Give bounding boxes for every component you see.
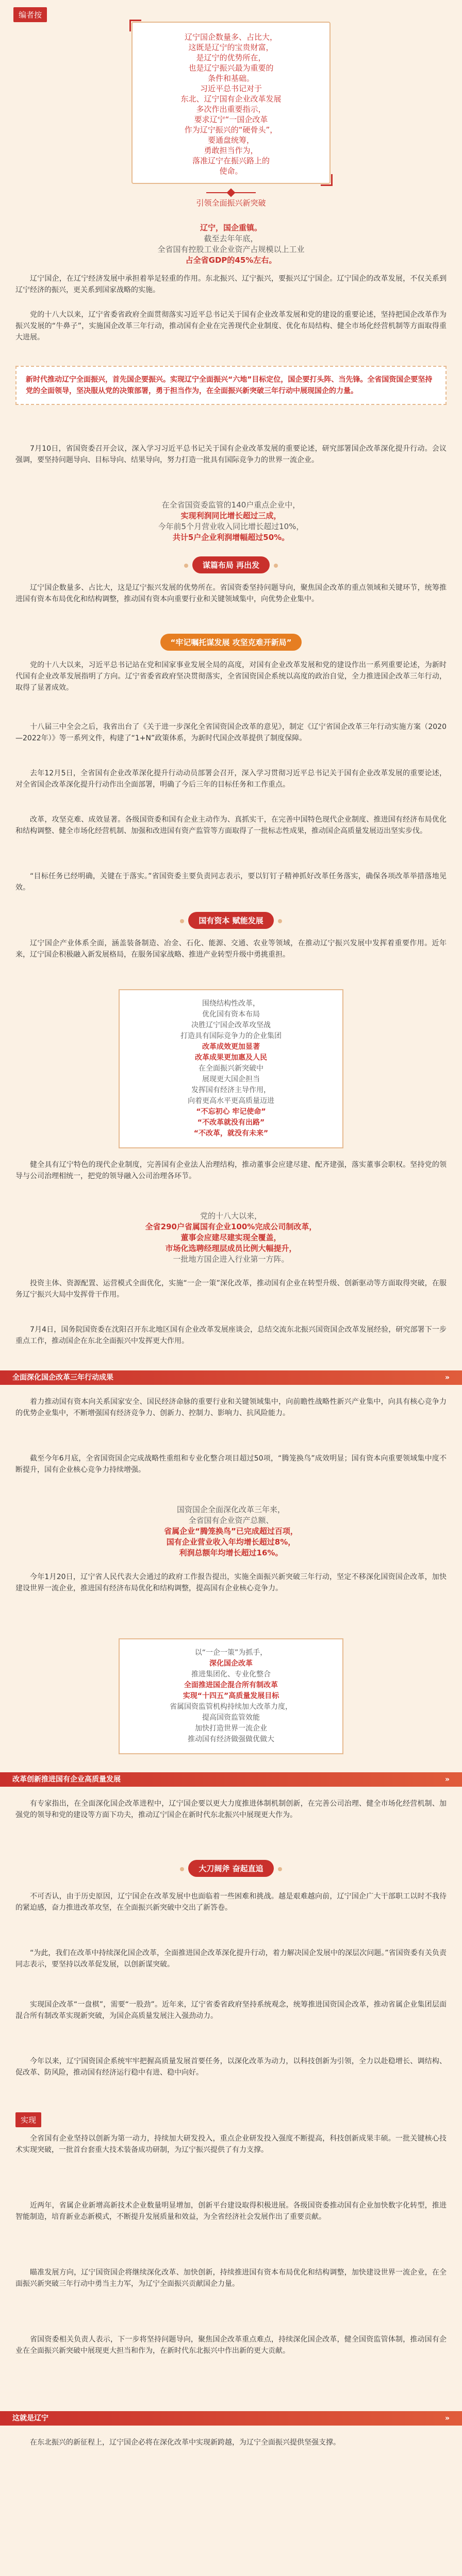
red-bar-2: [0, 1772, 462, 1787]
quote-block-4: [0, 1504, 462, 1558]
section-banner-2: [0, 912, 462, 929]
box-line: “不改革就没有出路”: [197, 1118, 265, 1127]
divider-ornament: [206, 190, 256, 196]
box-line: 提高国资监管效能: [202, 1714, 260, 1722]
box-line: 打造具有国际竞争力的企业集团: [180, 1032, 282, 1040]
box-line: 全面推进国企混合所有制改革: [184, 1681, 278, 1689]
chevron-right-icon: »: [444, 1775, 450, 1784]
intro-line: 是辽宁的优势所在，: [196, 53, 266, 62]
section-banner-3: [0, 1860, 462, 1877]
paragraph: 不可否认，由于历史原因，辽宁国企在改革发展中也面临着一些困难和挑战。越是艰难越向前，辽宁国企广大干部职工以时不我待的紧迫感，奋力推进改革攻坚，在全面振兴新突破中交出了新答卷。: [15, 1892, 447, 1912]
paragraph: 7月4日，国务院国资委在沈阳召开东北地区国有企业改革发展座谈会，总结交流东北振兴国资国企改革发展经验，研究部署下一步重点工作，推动国企在东北全面振兴中发挥更大作用。: [15, 1326, 447, 1345]
paragraph: 实现国企改革“一盘棋”，需要“一股劲”。近年来，辽宁省委省政府坚持系统观念，统筹推进国资国企改革，推动省属企业集团层面混合所有制改革实现新突破，为国企高质量发展注入强劲动力。: [15, 2001, 447, 2020]
paragraph: 党的十八大以来，辽宁省委省政府全面贯彻落实习近平总书记关于国有企业改革发展和党的建设的重要论述，坚持把国企改革作为振兴发展的“牛鼻子”，实施国企改革三年行动，推动国有企业在完善现代企业制度、优化布局结构、健全市场化经营机制等方面取得重大进展。: [15, 311, 447, 342]
quote-line: 国有企业营业收入年均增长超过8%，: [166, 1537, 296, 1547]
intro-line: 条件和基础。: [207, 74, 254, 83]
box-line: 实现“十四五”高质量发展目标: [183, 1692, 279, 1700]
intro-line: 落准辽宁在振兴路上的: [192, 156, 270, 165]
intro-line: 也是辽宁振兴最为重要的: [188, 63, 274, 73]
red-bar-3: [0, 2411, 462, 2426]
summary-box-1: [119, 989, 343, 1148]
intro-line: 习近平总书记对于: [200, 84, 262, 93]
quote-line: 市场化选聘经理层成员比例大幅提升，: [165, 1244, 297, 1253]
box-line: 以“一企一策”为抓手，: [194, 1649, 268, 1657]
intro-line: 使命。: [219, 166, 243, 176]
paragraph: 今年以来，辽宁国资国企系统牢牢把握高质量发展首要任务，以深化改革为动力，以科技创新为引领，全力以赴稳增长、调结构、促改革、防风险，推动国有经济运行稳中有进、稳中向好。: [15, 2057, 447, 2077]
quote-line: 辽宁，国企重镇。: [200, 223, 262, 232]
quote-line: 董事会应建尽建实现全覆盖，: [180, 1233, 282, 1242]
section-banner-1: [0, 556, 462, 573]
section-title: 国有资本 赋能发展: [188, 912, 273, 929]
paragraph: 投资主体、资源配置、运营模式全面优化，实施“一企一策”深化改革，推动国有企业在转型升级、创新驱动等方面取得突破，在服务辽宁振兴大局中发挥骨干作用。: [15, 1279, 447, 1299]
subsection-tag: 实现: [15, 2112, 41, 2127]
paragraph: “目标任务已经明确，关键在于落实。”省国资委主要负责同志表示，要以钉钉子精神抓好改革任务落实，确保各项改革举措落地见效。: [15, 872, 447, 892]
section-title: 大刀阔斧 奋起直追: [188, 1860, 273, 1877]
box-line: 向着更高水平更高质量迈进: [188, 1097, 274, 1105]
paragraph: 健全具有辽宁特色的现代企业制度，完善国有企业法人治理结构，推动董事会应建尽建、配齐建强，落实董事会职权。坚持党的领导与公司治理相统一，把党的领导融入公司治理各环节。: [15, 1161, 447, 1180]
editor-note-tag: 编者按: [13, 7, 47, 22]
paragraph: 去年12月5日，全省国有企业改革深化提升行动动员部署会召开，深入学习贯彻习近平总书记关于国有企业改革发展的重要论述，对全省国企改革深化提升行动作出全面部署，明确了今后三年的目标任务和工作重点。: [15, 769, 447, 789]
paragraph: 辽宁国企数量多、占比大，这是辽宁振兴发展的优势所在。省国资委坚持问题导向，聚焦国企改革的重点领域和关键环节，统筹推进国有资本布局优化和结构调整，推动国有资本向重要行业和关键领域集中，向优势企业集中。: [15, 584, 447, 603]
paragraph: 全省国有企业坚持以创新为第一动力，持续加大研发投入，重点企业研发投入强度不断提高，科技创新成果丰硕。一批关键核心技术实现突破，一批首台套重大技术装备成功研制，为辽宁振兴提供了有力支撑。: [15, 2134, 447, 2154]
summary-box-2: [119, 1638, 343, 1754]
bar-title: 全面深化国企改革三年行动成果: [12, 1374, 113, 1382]
quote-line: 共计5户企业利润增幅超过50%。: [172, 533, 290, 542]
quote-line: 省属企业“腾笼换鸟”已完成超过百项，: [164, 1527, 298, 1536]
intro-line: 东北、辽宁国有企业改革发展: [180, 94, 282, 104]
quote-line: 实现利润同比增长超过三成，: [180, 511, 282, 520]
intro-extra-text: 引领全面振兴新突破: [196, 198, 266, 208]
quote-line: 国资国企全面深化改革三年来，: [176, 1505, 285, 1514]
quote-line: 利润总额年均增长超过16%。: [179, 1548, 283, 1557]
intro-line: 辽宁国企数量多、占比大，: [184, 32, 277, 42]
box-line: 加快打造世界一流企业: [195, 1724, 267, 1733]
quote-line: 全省国有企业资产总额、: [188, 1516, 274, 1525]
box-line: 发挥国有经济主导作用，: [191, 1086, 271, 1094]
quote-line: 占全省GDP的45%左右。: [185, 256, 277, 265]
paragraph: 7月10日，省国资委召开会议，深入学习习近平总书记关于国有企业改革发展的重要论述，研究部署国企改革深化提升行动。会议强调，要坚持问题导向、目标导向、结果导向，努力打造一批具有国际竞争力的世界一流企业。: [15, 445, 447, 464]
subsection-banner: [0, 634, 462, 651]
paragraph: 改革，攻坚克难、成效显著。各级国资委和国有企业主动作为、真抓实干，在完善中国特色现代企业制度、推进国有经济布局优化和结构调整、健全市场化经营机制、加强和改进国有资产监管等方面取得了一批标志性成果，推动国企高质量发展迈出坚实步伐。: [15, 816, 447, 835]
intro-extra: [0, 198, 462, 209]
paragraph: 党的十八大以来，习近平总书记站在党和国家事业发展全局的高度，对国有企业改革发展和党的建设作出一系列重要论述，为新时代国有企业改革发展指明了方向。辽宁省委省政府坚决贯彻落实，全省国资国企系统以高度的政治自觉，全力推进国企改革三年行动，取得了显著成效。: [15, 661, 447, 692]
quote-block-1: [0, 223, 462, 266]
intro-line: 要通盘统筹，: [207, 135, 254, 145]
box-line: 推动国有经济做强做优做大: [188, 1735, 274, 1743]
highlight-box: 新时代推动辽宁全面振兴，首先国企要振兴。实现辽宁全面振兴“六地”目标定位，国企要打头阵、当先锋。全省国资国企要坚持党的全面领导，坚决服从党的决策部署，勇于担当作为，在全面振兴新突破三年行动中展现国企的力量。: [15, 366, 447, 405]
paragraph: 辽宁国企，在辽宁经济发展中承担着举足轻重的作用。东北振兴、辽宁振兴，要振兴辽宁国企。辽宁国企的改革发展，不仅关系到辽宁经济的振兴，更关系到国家战略的实施。: [15, 275, 447, 294]
paragraph: “为此，我们在改革中持续深化国企改革，全面推进国企改革深化提升行动，着力解决国企发展中的深层次问题。”省国资委有关负责同志表示，要坚持以改革促发展，以创新谋突破。: [15, 1949, 447, 1969]
quote-line: 在全省国资委监管的140户重点企业中，: [161, 500, 301, 510]
box-line: “不忘初心 牢记使命”: [196, 1108, 266, 1116]
box-line: 展现更大国企担当: [202, 1075, 260, 1083]
quote-line: 全省290户省属国有企业100%完成公司制改革，: [145, 1222, 317, 1231]
box-line: 深化国企改革: [209, 1659, 253, 1668]
quote-line: 党的十八大以来，: [200, 1211, 262, 1221]
bar-title: 改革创新推进国有企业高质量发展: [12, 1775, 121, 1784]
chevron-right-icon: »: [444, 2414, 450, 2422]
bar-title: 这就是辽宁: [12, 2414, 48, 2422]
box-line: 改革成果更加惠及人民: [195, 1054, 267, 1062]
paragraph: 截至今年6月底，全省国资国企完成战略性重组和专业化整合项目超过50项，“腾笼换鸟”成效明显；国有资本向重要领域集中度不断提升，国有企业核心竞争力持续增强。: [15, 1454, 447, 1474]
quote-line: 截至去年年底，: [204, 234, 258, 243]
intro-line: 多次作出重要指示，: [196, 105, 266, 114]
box-line: “不改革，就没有未来”: [193, 1129, 269, 1138]
quote-line: 一批地方国企进入行业第一方阵。: [173, 1255, 289, 1264]
paragraph: 辽宁国企产业体系全面，涵盖装备制造、冶金、石化、能源、交通、农业等领域，在推动辽宁振兴发展中发挥着重要作用。近年来，辽宁国企积极融入新发展格局，在服务国家战略、推进产业转型升级中勇挑重担。: [15, 939, 447, 959]
quote-block-2: [0, 500, 462, 543]
box-line: 推进集团化、专业化整合: [191, 1670, 271, 1679]
paragraph: 有专家指出，在全面深化国企改革进程中，辽宁国企要以更大力度推进体制机制创新，在完善公司治理、健全市场化经营机制、加强党的领导和党的建设等方面下功夫，推动辽宁国企在新时代东北振兴中展现更大作为。: [15, 1800, 447, 1819]
intro-line: 这既是辽宁的宝贵财富，: [188, 43, 274, 52]
quote-block-3: [0, 1211, 462, 1265]
paragraph: 十八届三中全会之后，我省出台了《关于进一步深化全省国资国企改革的意见》，制定《辽宁省国企改革三年行动实施方案（2020—2022年）》等一系列文件，构建了“1+N”政策体系，为新时代国企改革提供了制度保障。: [15, 723, 447, 742]
box-line: 优化国有资本布局: [202, 1010, 260, 1019]
paragraph: 近两年，省属企业新增高新技术企业数量明显增加，创新平台建设取得积极进展。各级国资委推动国有企业加快数字化转型，推进智能制造，培育新业态新模式，不断提升发展质量和效益，为全省经济社会发展作出了重要贡献。: [15, 2201, 447, 2221]
paragraph: 今年1月20日，辽宁省人民代表大会通过的政府工作报告提出，实施全面振兴新突破三年行动，坚定不移深化国资国企改革，加快建设世界一流企业，推进国有经济布局优化和结构调整，提高国有企业核心竞争力。: [15, 1573, 447, 1592]
box-line: 改革成效更加显著: [202, 1043, 260, 1051]
quote-line: 全省国有控股工业企业资产占规模以上工业: [157, 245, 305, 254]
red-bar-1: [0, 1370, 462, 1385]
box-line: 在全面振兴新突破中: [199, 1064, 263, 1073]
box-line: 决胜辽宁国企改革攻坚战: [191, 1021, 271, 1029]
chevron-right-icon: »: [444, 1374, 450, 1382]
subsection-title: “牢记嘱托谋发展 攻坚克难开新局”: [160, 634, 302, 651]
box-line: 省属国资监管机构持续加大改革力度，: [170, 1703, 292, 1711]
quote-line: 今年前5个月营业收入同比增长超过10%，: [158, 522, 304, 531]
paragraph: 着力推动国有资本向关系国家安全、国民经济命脉的重要行业和关键领域集中，向前瞻性战略性新兴产业集中，向具有核心竞争力的优势企业集中，不断增强国有经济竞争力、创新力、控制力、影响力、抗风险能力。: [15, 1398, 447, 1417]
intro-line: 要求辽宁“一国企改革: [194, 115, 268, 124]
paragraph: 瞄准发展方向，辽宁国资国企将继续深化改革、加快创新，持续推进国有资本布局优化和结构调整，加快建设世界一流企业，在全面振兴新突破三年行动中勇当主力军，为辽宁全面振兴贡献国企力量。: [15, 2268, 447, 2288]
paragraph: 在东北振兴的新征程上，辽宁国企必将在深化改革中实现新跨越，为辽宁全面振兴提供坚强支撑。: [30, 2438, 340, 2447]
paragraph: 省国资委相关负责人表示，下一步将坚持问题导向，聚焦国企改革重点难点，持续深化国企改革，健全国资监管体制，推动国有企业在全面振兴新突破中展现更大担当和作为，在新时代东北振兴中作出新的更大贡献。: [15, 2335, 447, 2355]
intro-box: [131, 22, 331, 184]
section-title: 谋篇布局 再出发: [192, 556, 270, 573]
intro-line: 作为辽宁振兴的“硬骨头”，: [184, 125, 278, 134]
intro-line: 勇敢担当作为，: [204, 146, 258, 155]
box-line: 围绕结构性改革，: [202, 999, 260, 1008]
